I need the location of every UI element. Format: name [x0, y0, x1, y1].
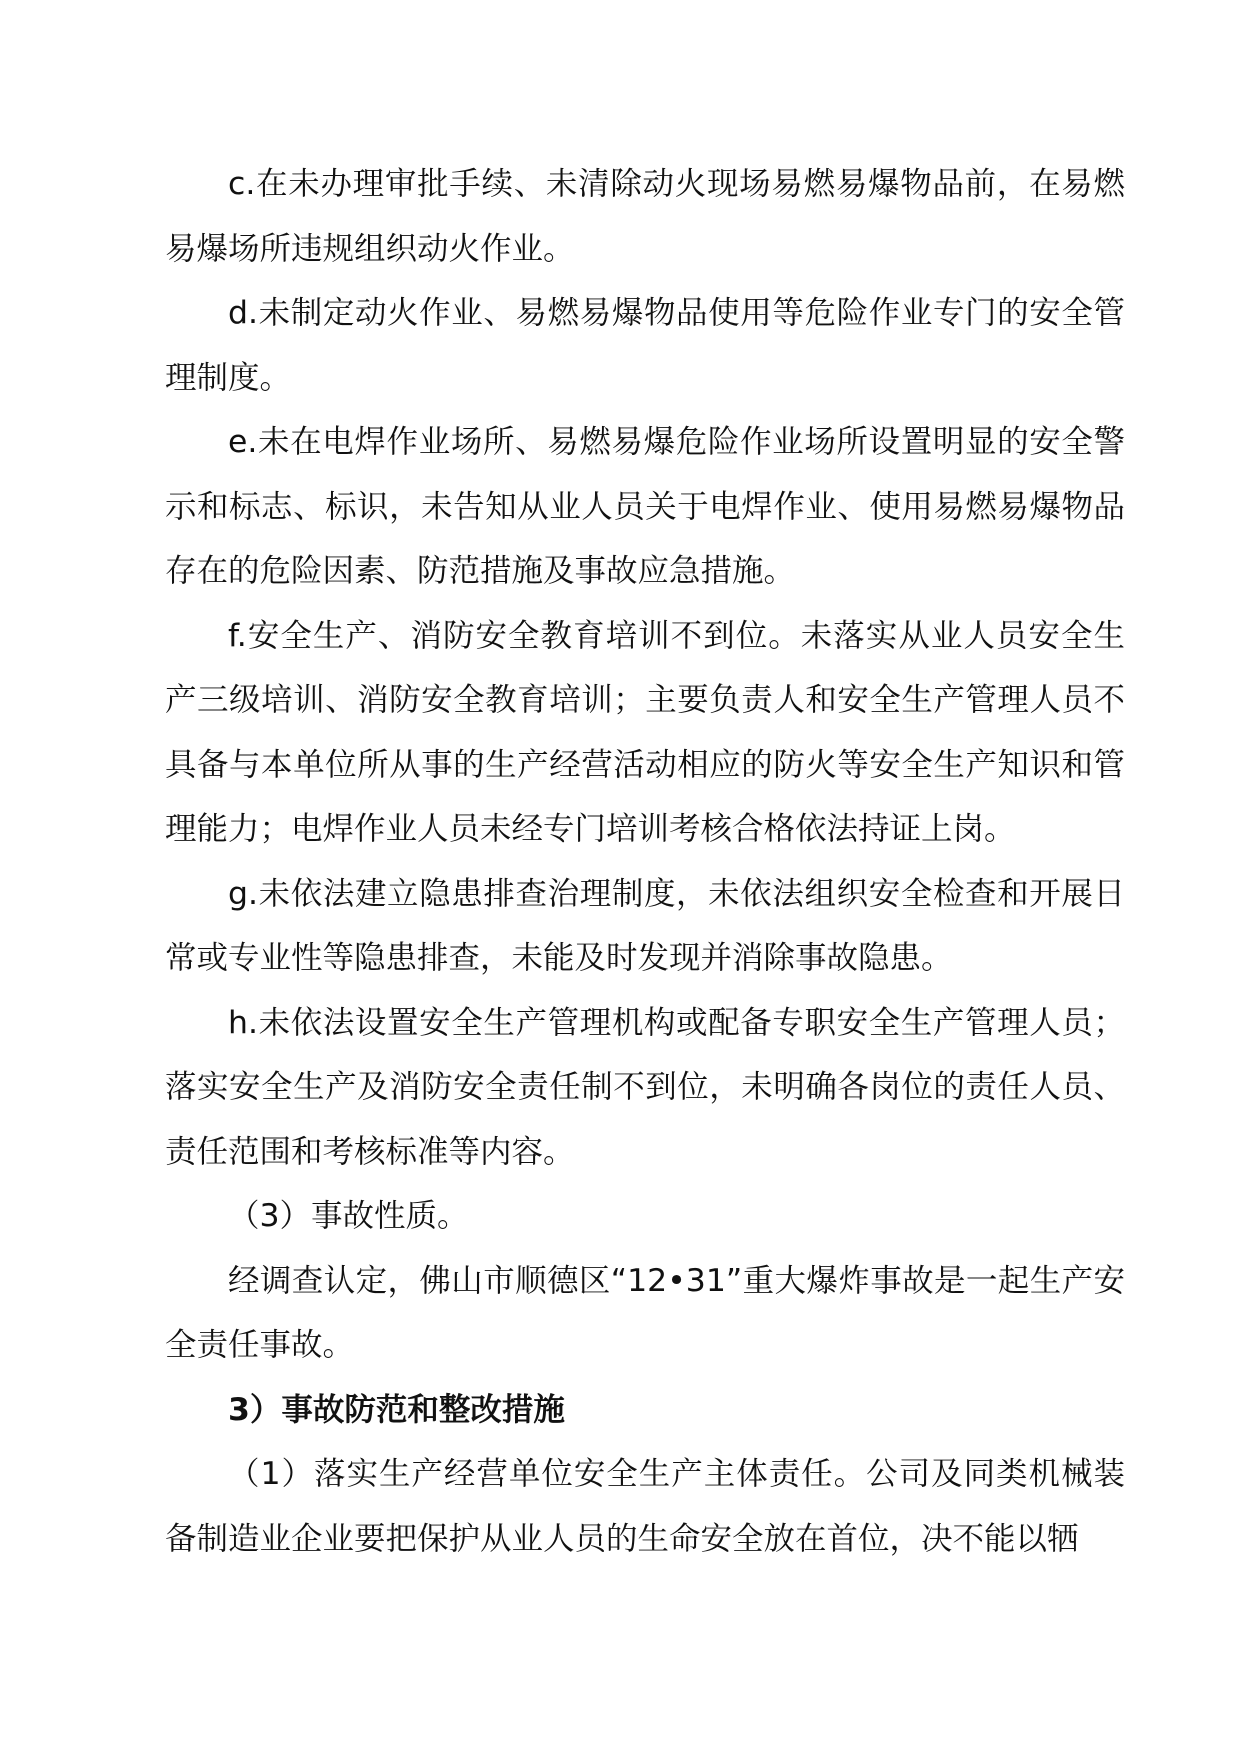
paragraph-item-e: e.未在电焊作业场所、易燃易爆危险作业场所设置明显的安全警示和标志、标识，未告知从业人员关于电焊作业、使用易燃易爆物品存在的危险因素、防范措施及事故应急措施。 [165, 424, 1125, 589]
paragraph-item-h: h.未依法设置安全生产管理机构或配备专职安全生产管理人员；落实安全生产及消防安全责任制不到位，未明确各岗位的责任人员、责任范围和考核标准等内容。 [165, 1004, 1125, 1170]
paragraph-measure-1: （1）落实生产经营单位安全生产主体责任。公司及同类机械装备制造业企业要把保护从业人员的生命安全放在首位，决不能以牺 [165, 1456, 1125, 1557]
document-body [165, 152, 1125, 1571]
paragraph-conclusion: 经调查认定，佛山市顺德区“12•31”重大爆炸事故是一起生产安全责任事故。 [165, 1262, 1125, 1363]
paragraph-item-g: g.未依法建立隐患排查治理制度，未依法组织安全检查和开展日常或专业性等隐患排查，未能及时发现并消除事故隐患。 [165, 875, 1125, 976]
paragraph-item-c: c.在未办理审批手续、未清除动火现场易燃易爆物品前，在易燃易爆场所违规组织动火作业。 [165, 166, 1125, 267]
section-accident-nature: （3）事故性质。 [228, 1198, 469, 1234]
paragraph-item-d: d.未制定动火作业、易燃易爆物品使用等危险作业专门的安全管理制度。 [165, 295, 1125, 396]
paragraph-item-f: f.安全生产、消防安全教育培训不到位。未落实从业人员安全生产三级培训、消防安全教育培训；主要负责人和安全生产管理人员不具备与本单位所从事的生产经营活动相应的防火等安全生产知识和管理能力；电焊作业人员未经专门培训考核合格依法持证上岗。 [165, 617, 1125, 847]
section-heading-prevention-measures: 3）事故防范和整改措施 [228, 1391, 565, 1428]
